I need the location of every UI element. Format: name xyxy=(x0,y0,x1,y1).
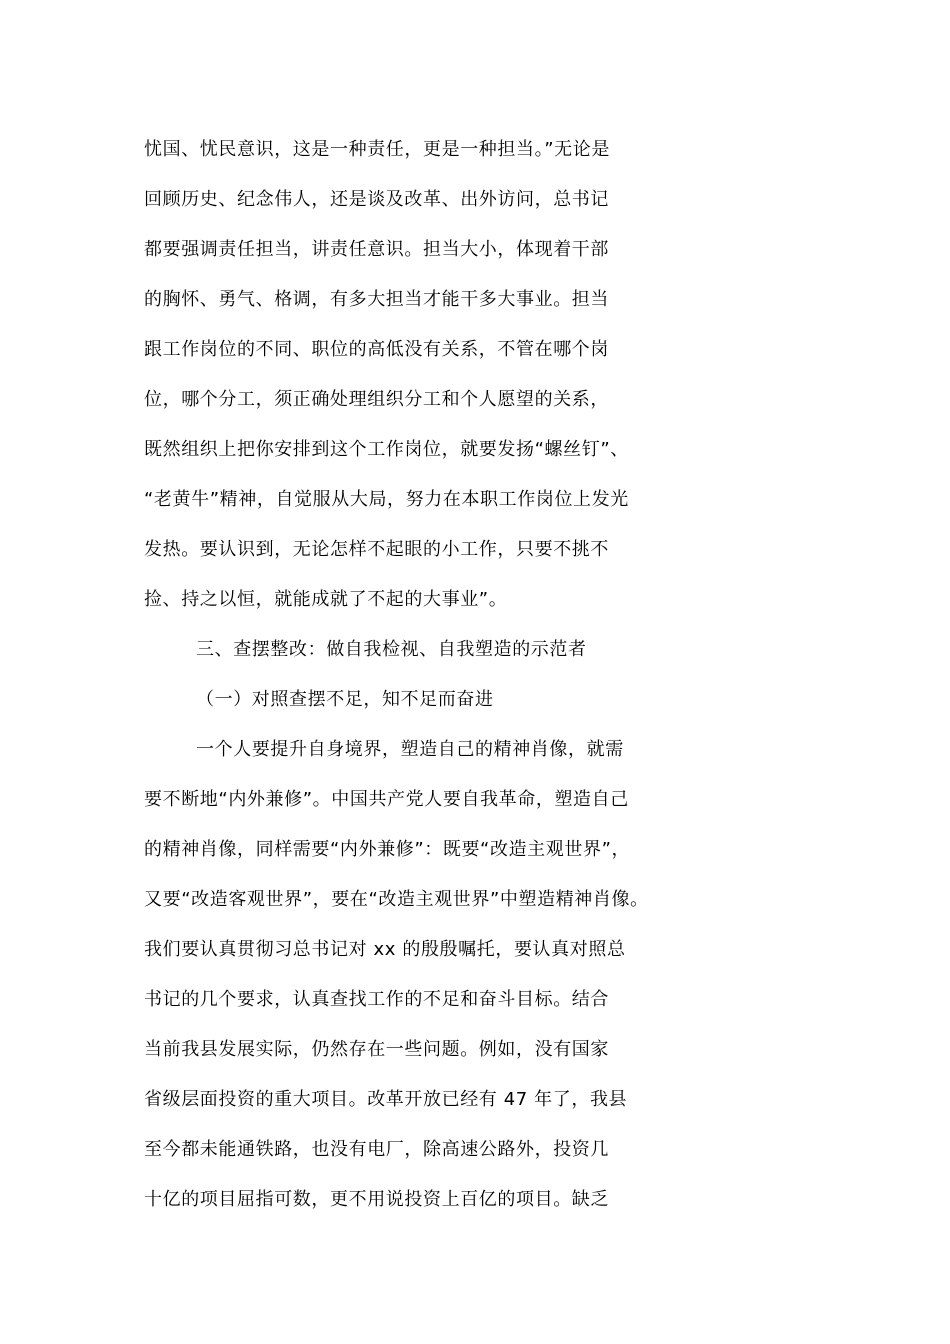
paragraph-line: 回顾历史、纪念伟人，还是谈及改革、出外访问，总书记 xyxy=(144,189,609,210)
paragraph-line: 发热。要认识到，无论怎样不起眼的小工作，只要不挑不 xyxy=(144,539,609,560)
paragraph-line: 跟工作岗位的不同、职位的高低没有关系，不管在哪个岗 xyxy=(144,339,609,360)
paragraph-line: 书记的几个要求，认真查找工作的不足和奋斗目标。结合 xyxy=(144,989,609,1010)
section-heading: 三、查摆整改：做自我检视、自我塑造的示范者 xyxy=(196,639,587,660)
paragraph-line: 要不断地“内外兼修”。中国共产党人要自我革命，塑造自己 xyxy=(144,789,629,810)
paragraph-line: 当前我县发展实际，仍然存在一些问题。例如，没有国家 xyxy=(144,1039,609,1060)
paragraph-line: 又要“改造客观世界”，要在“改造主观世界”中塑造精神肖像。 xyxy=(144,889,649,910)
paragraph-line: “老黄牛”精神，自觉服从大局，努力在本职工作岗位上发光 xyxy=(144,489,629,510)
paragraph-line: 省级层面投资的重大项目。改革开放已经有 47 年了，我县 xyxy=(144,1089,628,1110)
paragraph-line: 的精神肖像，同样需要“内外兼修”：既要“改造主观世界”， xyxy=(144,839,631,860)
paragraph-line: 既然组织上把你安排到这个工作岗位，就要发扬“螺丝钉”、 xyxy=(144,439,629,460)
paragraph-line: 的胸怀、勇气、格调，有多大担当才能干多大事业。担当 xyxy=(144,289,609,310)
paragraph-line: 忧国、忧民意识，这是一种责任，更是一种担当。”无论是 xyxy=(144,139,610,160)
paragraph-line: 位，哪个分工，须正确处理组织分工和个人愿望的关系， xyxy=(144,389,609,410)
paragraph-line: 捡、持之以恒，就能成就了不起的大事业”。 xyxy=(144,589,508,610)
paragraph-line: 十亿的项目屈指可数，更不用说投资上百亿的项目。缺乏 xyxy=(144,1189,609,1210)
paragraph-line: 我们要认真贯彻习总书记对 xx 的殷殷嘱托，要认真对照总 xyxy=(144,939,626,960)
paragraph-line: 都要强调责任担当，讲责任意识。担当大小，体现着干部 xyxy=(144,239,609,260)
paragraph-line: 一个人要提升自身境界，塑造自己的精神肖像，就需 xyxy=(196,739,624,760)
subsection-heading: （一）对照查摆不足，知不足而奋进 xyxy=(196,689,494,710)
paragraph-line: 至今都未能通铁路，也没有电厂，除高速公路外，投资几 xyxy=(144,1139,609,1160)
